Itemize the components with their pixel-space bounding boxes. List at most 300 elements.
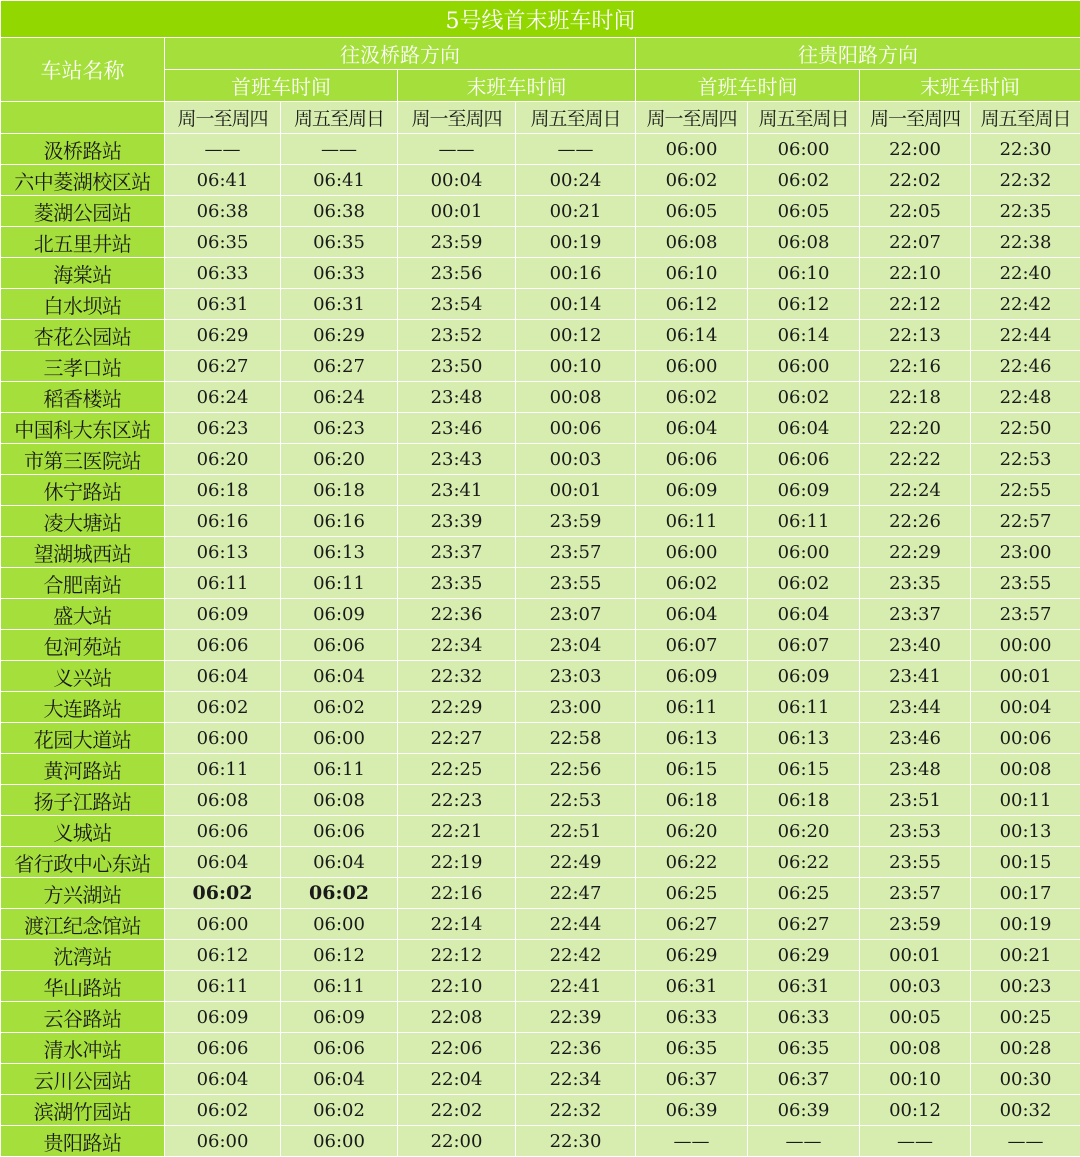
time-cell: —— bbox=[281, 134, 398, 165]
station-name-cell: 大连路站 bbox=[1, 692, 165, 723]
time-cell: 06:24 bbox=[165, 382, 281, 413]
time-cell: 06:20 bbox=[281, 444, 398, 475]
time-cell: 00:06 bbox=[516, 413, 636, 444]
time-cell: 22:42 bbox=[516, 940, 636, 971]
time-cell: 06:33 bbox=[165, 258, 281, 289]
table-row bbox=[1, 630, 1080, 661]
time-cell: 22:34 bbox=[398, 630, 516, 661]
time-cell: —— bbox=[636, 1126, 748, 1157]
time-cell: 22:24 bbox=[860, 475, 971, 506]
time-cell: 06:04 bbox=[281, 661, 398, 692]
time-cell: 06:22 bbox=[636, 847, 748, 878]
time-cell: 23:03 bbox=[516, 661, 636, 692]
time-cell: 22:23 bbox=[398, 785, 516, 816]
time-cell: 06:00 bbox=[636, 537, 748, 568]
time-cell: 22:35 bbox=[971, 196, 1080, 227]
time-cell: 06:12 bbox=[281, 940, 398, 971]
time-cell: 06:39 bbox=[748, 1095, 860, 1126]
table-row bbox=[1, 1002, 1080, 1033]
time-cell: 06:02 bbox=[636, 382, 748, 413]
day-header: 周五至周日 bbox=[971, 102, 1080, 134]
time-cell: 23:48 bbox=[398, 382, 516, 413]
time-cell: 22:32 bbox=[971, 165, 1080, 196]
time-cell: 22:36 bbox=[398, 599, 516, 630]
time-cell: 06:13 bbox=[748, 723, 860, 754]
time-cell: 00:01 bbox=[971, 661, 1080, 692]
time-cell: 06:18 bbox=[748, 785, 860, 816]
time-cell: 23:55 bbox=[860, 847, 971, 878]
table-row bbox=[1, 661, 1080, 692]
time-cell: 06:31 bbox=[281, 289, 398, 320]
table-row bbox=[1, 506, 1080, 537]
time-cell: 06:15 bbox=[636, 754, 748, 785]
table-row bbox=[1, 475, 1080, 506]
time-cell: 06:06 bbox=[165, 630, 281, 661]
time-cell: 06:04 bbox=[636, 599, 748, 630]
table-row bbox=[1, 940, 1080, 971]
time-cell: 22:39 bbox=[516, 1002, 636, 1033]
time-cell: 00:28 bbox=[971, 1033, 1080, 1064]
station-name-cell: 汲桥路站 bbox=[1, 134, 165, 165]
time-cell: 06:20 bbox=[165, 444, 281, 475]
time-cell: 23:57 bbox=[971, 599, 1080, 630]
time-cell: 06:38 bbox=[165, 196, 281, 227]
time-cell: 06:06 bbox=[636, 444, 748, 475]
table-row bbox=[1, 165, 1080, 196]
time-cell: 22:27 bbox=[398, 723, 516, 754]
time-cell: 23:55 bbox=[516, 568, 636, 599]
time-cell: 06:04 bbox=[281, 847, 398, 878]
day-header: 周五至周日 bbox=[516, 102, 636, 134]
direction-header-1: 往汲桥路方向 bbox=[165, 38, 636, 70]
time-cell: 06:35 bbox=[281, 227, 398, 258]
time-cell: 22:44 bbox=[516, 909, 636, 940]
time-cell: 06:00 bbox=[636, 351, 748, 382]
station-name-cell: 华山路站 bbox=[1, 971, 165, 1002]
time-cell: 06:06 bbox=[165, 1033, 281, 1064]
time-cell: 06:04 bbox=[748, 599, 860, 630]
time-cell: 22:18 bbox=[860, 382, 971, 413]
time-cell: 00:32 bbox=[971, 1095, 1080, 1126]
time-cell: 06:31 bbox=[636, 971, 748, 1002]
time-cell: 22:08 bbox=[398, 1002, 516, 1033]
time-cell: 06:00 bbox=[165, 909, 281, 940]
time-cell: 06:11 bbox=[165, 568, 281, 599]
time-cell: 22:55 bbox=[971, 475, 1080, 506]
time-cell: 00:00 bbox=[971, 630, 1080, 661]
time-cell: 00:01 bbox=[516, 475, 636, 506]
time-cell: 06:41 bbox=[165, 165, 281, 196]
first-train-header-dir2: 首班车时间 bbox=[636, 70, 860, 102]
time-cell: 06:11 bbox=[748, 506, 860, 537]
time-cell: 23:52 bbox=[398, 320, 516, 351]
time-cell: 06:08 bbox=[636, 227, 748, 258]
time-cell: 23:55 bbox=[971, 568, 1080, 599]
time-cell: 00:16 bbox=[516, 258, 636, 289]
time-cell: —— bbox=[398, 134, 516, 165]
time-cell: 00:14 bbox=[516, 289, 636, 320]
station-name-cell: 花园大道站 bbox=[1, 723, 165, 754]
time-cell: 22:29 bbox=[398, 692, 516, 723]
time-cell: 23:57 bbox=[860, 878, 971, 909]
time-cell: 00:08 bbox=[516, 382, 636, 413]
time-cell: 06:06 bbox=[281, 816, 398, 847]
time-cell: 06:11 bbox=[281, 568, 398, 599]
table-row bbox=[1, 196, 1080, 227]
station-name-cell: 沈湾站 bbox=[1, 940, 165, 971]
station-name-cell: 菱湖公园站 bbox=[1, 196, 165, 227]
time-cell: 06:27 bbox=[165, 351, 281, 382]
time-cell: 22:36 bbox=[516, 1033, 636, 1064]
time-cell: 06:00 bbox=[748, 537, 860, 568]
time-cell: 22:07 bbox=[860, 227, 971, 258]
table-row bbox=[1, 289, 1080, 320]
table-row bbox=[1, 413, 1080, 444]
time-cell: 06:00 bbox=[281, 1126, 398, 1157]
time-cell: 22:16 bbox=[860, 351, 971, 382]
time-cell: 23:56 bbox=[398, 258, 516, 289]
time-cell: 06:11 bbox=[281, 971, 398, 1002]
time-cell: 00:23 bbox=[971, 971, 1080, 1002]
time-cell: 00:01 bbox=[398, 196, 516, 227]
time-cell: 22:06 bbox=[398, 1033, 516, 1064]
time-cell: 06:27 bbox=[748, 909, 860, 940]
time-cell: 22:53 bbox=[516, 785, 636, 816]
time-cell: 06:18 bbox=[165, 475, 281, 506]
time-cell: 00:05 bbox=[860, 1002, 971, 1033]
table-row bbox=[1, 847, 1080, 878]
time-cell: 06:11 bbox=[636, 692, 748, 723]
time-cell: 23:46 bbox=[860, 723, 971, 754]
time-cell: 00:10 bbox=[860, 1064, 971, 1095]
time-cell: 06:38 bbox=[281, 196, 398, 227]
day-header: 周一至周四 bbox=[860, 102, 971, 134]
time-cell: 22:38 bbox=[971, 227, 1080, 258]
time-cell: 23:59 bbox=[398, 227, 516, 258]
time-cell: 06:13 bbox=[636, 723, 748, 754]
time-cell: 06:02 bbox=[165, 878, 281, 909]
time-cell: 06:00 bbox=[281, 909, 398, 940]
station-name-cell: 清水冲站 bbox=[1, 1033, 165, 1064]
time-cell: 22:47 bbox=[516, 878, 636, 909]
time-cell: 22:40 bbox=[971, 258, 1080, 289]
time-cell: 22:21 bbox=[398, 816, 516, 847]
station-name-cell: 义城站 bbox=[1, 816, 165, 847]
time-cell: 06:11 bbox=[165, 754, 281, 785]
time-cell: —— bbox=[860, 1126, 971, 1157]
time-cell: 06:00 bbox=[748, 134, 860, 165]
time-cell: 06:11 bbox=[281, 754, 398, 785]
time-cell: 06:02 bbox=[165, 1095, 281, 1126]
time-cell: 23:00 bbox=[516, 692, 636, 723]
time-cell: 23:46 bbox=[398, 413, 516, 444]
table-row bbox=[1, 568, 1080, 599]
time-cell: 06:02 bbox=[748, 568, 860, 599]
time-cell: 06:02 bbox=[748, 165, 860, 196]
time-cell: 23:37 bbox=[398, 537, 516, 568]
time-cell: 06:09 bbox=[636, 661, 748, 692]
station-name-cell: 凌大塘站 bbox=[1, 506, 165, 537]
time-cell: 06:10 bbox=[636, 258, 748, 289]
time-cell: 06:27 bbox=[636, 909, 748, 940]
first-train-header-dir1: 首班车时间 bbox=[165, 70, 398, 102]
time-cell: 06:24 bbox=[281, 382, 398, 413]
time-cell: 06:41 bbox=[281, 165, 398, 196]
time-cell: 23:43 bbox=[398, 444, 516, 475]
time-cell: 06:00 bbox=[281, 723, 398, 754]
table-row bbox=[1, 754, 1080, 785]
time-cell: 06:15 bbox=[748, 754, 860, 785]
table-row bbox=[1, 971, 1080, 1002]
time-cell: 06:18 bbox=[281, 475, 398, 506]
time-cell: 06:02 bbox=[281, 1095, 398, 1126]
station-name-cell: 六中菱湖校区站 bbox=[1, 165, 165, 196]
station-name-cell: 白水坝站 bbox=[1, 289, 165, 320]
time-cell: 00:08 bbox=[971, 754, 1080, 785]
time-cell: 06:07 bbox=[748, 630, 860, 661]
time-cell: 06:08 bbox=[281, 785, 398, 816]
time-cell: 00:19 bbox=[516, 227, 636, 258]
station-name-cell: 省行政中心东站 bbox=[1, 847, 165, 878]
time-cell: 06:33 bbox=[748, 1002, 860, 1033]
station-name-cell: 方兴湖站 bbox=[1, 878, 165, 909]
time-cell: 22:32 bbox=[516, 1095, 636, 1126]
time-cell: 06:07 bbox=[636, 630, 748, 661]
last-train-header-dir1: 末班车时间 bbox=[398, 70, 636, 102]
table-row bbox=[1, 816, 1080, 847]
time-cell: 22:00 bbox=[398, 1126, 516, 1157]
time-cell: 06:14 bbox=[636, 320, 748, 351]
time-cell: 06:12 bbox=[636, 289, 748, 320]
time-cell: 22:58 bbox=[516, 723, 636, 754]
time-cell: 00:21 bbox=[516, 196, 636, 227]
time-cell: 22:16 bbox=[398, 878, 516, 909]
time-cell: 06:29 bbox=[748, 940, 860, 971]
time-cell: 06:18 bbox=[636, 785, 748, 816]
time-cell: 06:37 bbox=[748, 1064, 860, 1095]
time-cell: 00:13 bbox=[971, 816, 1080, 847]
time-cell: 00:17 bbox=[971, 878, 1080, 909]
station-name-cell: 渡江纪念馆站 bbox=[1, 909, 165, 940]
time-cell: 06:06 bbox=[748, 444, 860, 475]
time-cell: 06:10 bbox=[748, 258, 860, 289]
time-cell: 06:11 bbox=[636, 506, 748, 537]
station-name-cell: 贵阳路站 bbox=[1, 1126, 165, 1157]
time-cell: 06:02 bbox=[281, 878, 398, 909]
table-title: 5号线首末班车时间 bbox=[1, 1, 1080, 38]
time-cell: 06:08 bbox=[748, 227, 860, 258]
station-name-cell: 市第三医院站 bbox=[1, 444, 165, 475]
table-row bbox=[1, 1095, 1080, 1126]
time-cell: 06:05 bbox=[748, 196, 860, 227]
time-cell: 23:35 bbox=[398, 568, 516, 599]
time-cell: 06:04 bbox=[165, 661, 281, 692]
station-name-cell: 云谷路站 bbox=[1, 1002, 165, 1033]
time-cell: 00:12 bbox=[516, 320, 636, 351]
time-cell: 22:05 bbox=[860, 196, 971, 227]
last-train-header-dir2: 末班车时间 bbox=[860, 70, 1080, 102]
time-cell: 22:26 bbox=[860, 506, 971, 537]
time-cell: 22:41 bbox=[516, 971, 636, 1002]
time-cell: 23:44 bbox=[860, 692, 971, 723]
time-cell: 22:25 bbox=[398, 754, 516, 785]
time-cell: 06:25 bbox=[636, 878, 748, 909]
time-cell: 06:35 bbox=[748, 1033, 860, 1064]
time-cell: 06:29 bbox=[165, 320, 281, 351]
time-cell: 06:29 bbox=[281, 320, 398, 351]
time-cell: 06:31 bbox=[165, 289, 281, 320]
direction-header-2: 往贵阳路方向 bbox=[636, 38, 1080, 70]
table-row bbox=[1, 723, 1080, 754]
time-cell: 06:02 bbox=[748, 382, 860, 413]
time-cell: 06:25 bbox=[748, 878, 860, 909]
time-cell: 23:53 bbox=[860, 816, 971, 847]
time-cell: 22:48 bbox=[971, 382, 1080, 413]
time-cell: 00:03 bbox=[516, 444, 636, 475]
time-cell: 22:10 bbox=[860, 258, 971, 289]
table-row bbox=[1, 1126, 1080, 1157]
time-cell: 22:30 bbox=[516, 1126, 636, 1157]
time-cell: 22:00 bbox=[860, 134, 971, 165]
time-cell: 00:15 bbox=[971, 847, 1080, 878]
station-name-cell: 望湖城西站 bbox=[1, 537, 165, 568]
station-name-cell: 北五里井站 bbox=[1, 227, 165, 258]
time-cell: 06:08 bbox=[165, 785, 281, 816]
time-cell: 06:29 bbox=[636, 940, 748, 971]
time-cell: 23:39 bbox=[398, 506, 516, 537]
time-cell: 06:14 bbox=[748, 320, 860, 351]
time-cell: 22:30 bbox=[971, 134, 1080, 165]
time-cell: 06:09 bbox=[748, 475, 860, 506]
table-row bbox=[1, 444, 1080, 475]
station-name-cell: 杏花公园站 bbox=[1, 320, 165, 351]
station-name-cell: 包河苑站 bbox=[1, 630, 165, 661]
time-cell: 06:13 bbox=[281, 537, 398, 568]
time-cell: —— bbox=[971, 1126, 1080, 1157]
time-cell: 22:53 bbox=[971, 444, 1080, 475]
time-cell: 00:21 bbox=[971, 940, 1080, 971]
station-name-cell: 义兴站 bbox=[1, 661, 165, 692]
time-cell: 06:00 bbox=[748, 351, 860, 382]
time-cell: 22:57 bbox=[971, 506, 1080, 537]
time-cell: 06:04 bbox=[165, 847, 281, 878]
time-cell: 06:02 bbox=[165, 692, 281, 723]
time-cell: 22:19 bbox=[398, 847, 516, 878]
time-cell: 06:05 bbox=[636, 196, 748, 227]
time-cell: 00:04 bbox=[971, 692, 1080, 723]
time-cell: 06:06 bbox=[281, 630, 398, 661]
table-row bbox=[1, 909, 1080, 940]
station-name-cell: 黄河路站 bbox=[1, 754, 165, 785]
station-name-cell: 盛大站 bbox=[1, 599, 165, 630]
time-cell: 06:35 bbox=[636, 1033, 748, 1064]
table-row bbox=[1, 134, 1080, 165]
time-cell: 06:04 bbox=[748, 413, 860, 444]
table-row bbox=[1, 692, 1080, 723]
time-cell: 22:22 bbox=[860, 444, 971, 475]
time-cell: 06:23 bbox=[165, 413, 281, 444]
time-cell: 23:00 bbox=[971, 537, 1080, 568]
time-cell: 06:02 bbox=[636, 165, 748, 196]
time-cell: 22:32 bbox=[398, 661, 516, 692]
time-cell: 06:35 bbox=[165, 227, 281, 258]
time-cell: 22:50 bbox=[971, 413, 1080, 444]
station-name-cell: 三孝口站 bbox=[1, 351, 165, 382]
station-name-cell: 云川公园站 bbox=[1, 1064, 165, 1095]
time-cell: 22:02 bbox=[860, 165, 971, 196]
table-row bbox=[1, 227, 1080, 258]
time-cell: 06:11 bbox=[748, 692, 860, 723]
time-cell: 06:12 bbox=[748, 289, 860, 320]
time-cell: 00:03 bbox=[860, 971, 971, 1002]
time-cell: 06:16 bbox=[165, 506, 281, 537]
time-cell: 06:09 bbox=[636, 475, 748, 506]
time-cell: 22:12 bbox=[860, 289, 971, 320]
station-name-cell: 滨湖竹园站 bbox=[1, 1095, 165, 1126]
time-cell: 23:40 bbox=[860, 630, 971, 661]
time-cell: 23:59 bbox=[860, 909, 971, 940]
day-header: 周一至周四 bbox=[165, 102, 281, 134]
station-name-cell: 中国科大东区站 bbox=[1, 413, 165, 444]
time-cell: 00:11 bbox=[971, 785, 1080, 816]
time-cell: 22:42 bbox=[971, 289, 1080, 320]
time-cell: 06:09 bbox=[165, 599, 281, 630]
time-cell: 23:57 bbox=[516, 537, 636, 568]
time-cell: 06:04 bbox=[281, 1064, 398, 1095]
time-cell: 00:25 bbox=[971, 1002, 1080, 1033]
time-cell: 00:30 bbox=[971, 1064, 1080, 1095]
blank-header-cell bbox=[1, 102, 165, 134]
time-cell: 06:04 bbox=[165, 1064, 281, 1095]
time-cell: 06:02 bbox=[281, 692, 398, 723]
time-cell: —— bbox=[165, 134, 281, 165]
time-cell: 00:04 bbox=[398, 165, 516, 196]
time-cell: 00:08 bbox=[860, 1033, 971, 1064]
time-cell: 23:41 bbox=[398, 475, 516, 506]
time-cell: 06:00 bbox=[636, 134, 748, 165]
time-cell: 23:51 bbox=[860, 785, 971, 816]
time-cell: 22:46 bbox=[971, 351, 1080, 382]
time-cell: 06:31 bbox=[748, 971, 860, 1002]
time-cell: 22:04 bbox=[398, 1064, 516, 1095]
day-header: 周一至周四 bbox=[636, 102, 748, 134]
time-cell: 06:16 bbox=[281, 506, 398, 537]
day-header: 周一至周四 bbox=[398, 102, 516, 134]
time-cell: —— bbox=[516, 134, 636, 165]
table-row bbox=[1, 785, 1080, 816]
time-cell: 06:13 bbox=[165, 537, 281, 568]
time-cell: 22:02 bbox=[398, 1095, 516, 1126]
time-cell: —— bbox=[748, 1126, 860, 1157]
table-row bbox=[1, 599, 1080, 630]
time-cell: 06:20 bbox=[636, 816, 748, 847]
day-header: 周五至周日 bbox=[748, 102, 860, 134]
table-row bbox=[1, 382, 1080, 413]
table-row bbox=[1, 258, 1080, 289]
time-cell: 22:12 bbox=[398, 940, 516, 971]
time-cell: 06:09 bbox=[281, 599, 398, 630]
station-name-header: 车站名称 bbox=[1, 38, 165, 102]
table-row bbox=[1, 537, 1080, 568]
table-row bbox=[1, 320, 1080, 351]
table-row bbox=[1, 878, 1080, 909]
time-cell: 06:33 bbox=[636, 1002, 748, 1033]
time-cell: 22:56 bbox=[516, 754, 636, 785]
time-cell: 06:02 bbox=[636, 568, 748, 599]
time-cell: 22:13 bbox=[860, 320, 971, 351]
time-cell: 22:51 bbox=[516, 816, 636, 847]
time-cell: 06:23 bbox=[281, 413, 398, 444]
